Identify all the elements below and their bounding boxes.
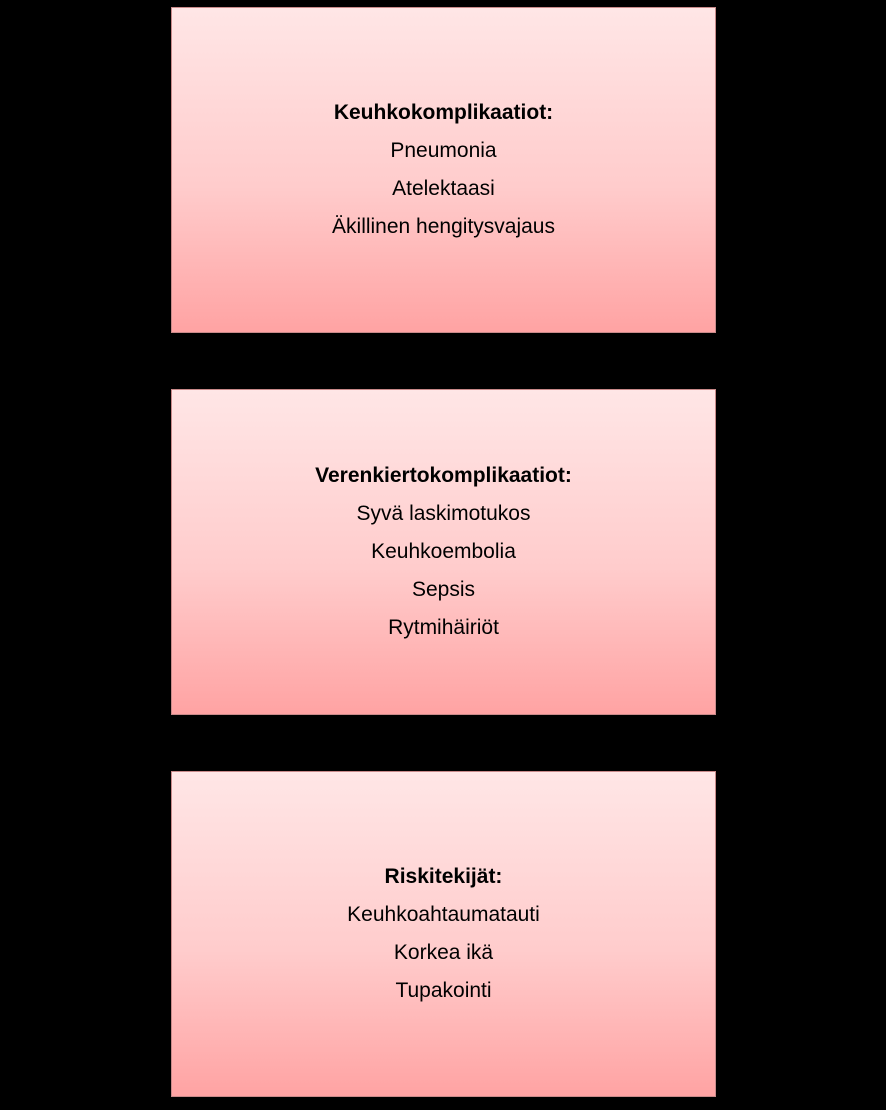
list-item: Atelektaasi bbox=[392, 177, 495, 200]
list-item: Sepsis bbox=[411, 578, 476, 601]
list-item: Pneumonia bbox=[390, 139, 497, 162]
list-item: Korkea ikä bbox=[393, 941, 494, 964]
list-item: Keuhkoembolia bbox=[371, 540, 516, 563]
list-item: Syvä laskimotukos bbox=[356, 502, 531, 525]
risk-factors-box bbox=[171, 771, 716, 1097]
box-title: Keuhkokomplikaatiot: bbox=[333, 101, 554, 124]
list-item: Äkillinen hengitysvajaus bbox=[332, 215, 555, 238]
box-title: Riskitekijät: bbox=[384, 865, 503, 888]
list-item: Keuhkoahtaumatauti bbox=[347, 903, 540, 926]
lung-complications-box bbox=[171, 7, 716, 333]
box-title: Verenkiertokomplikaatiot: bbox=[315, 464, 572, 487]
list-item: Tupakointi bbox=[395, 979, 492, 1002]
circulatory-complications-box bbox=[171, 389, 716, 715]
list-item: Rytmihäiriöt bbox=[388, 616, 499, 639]
